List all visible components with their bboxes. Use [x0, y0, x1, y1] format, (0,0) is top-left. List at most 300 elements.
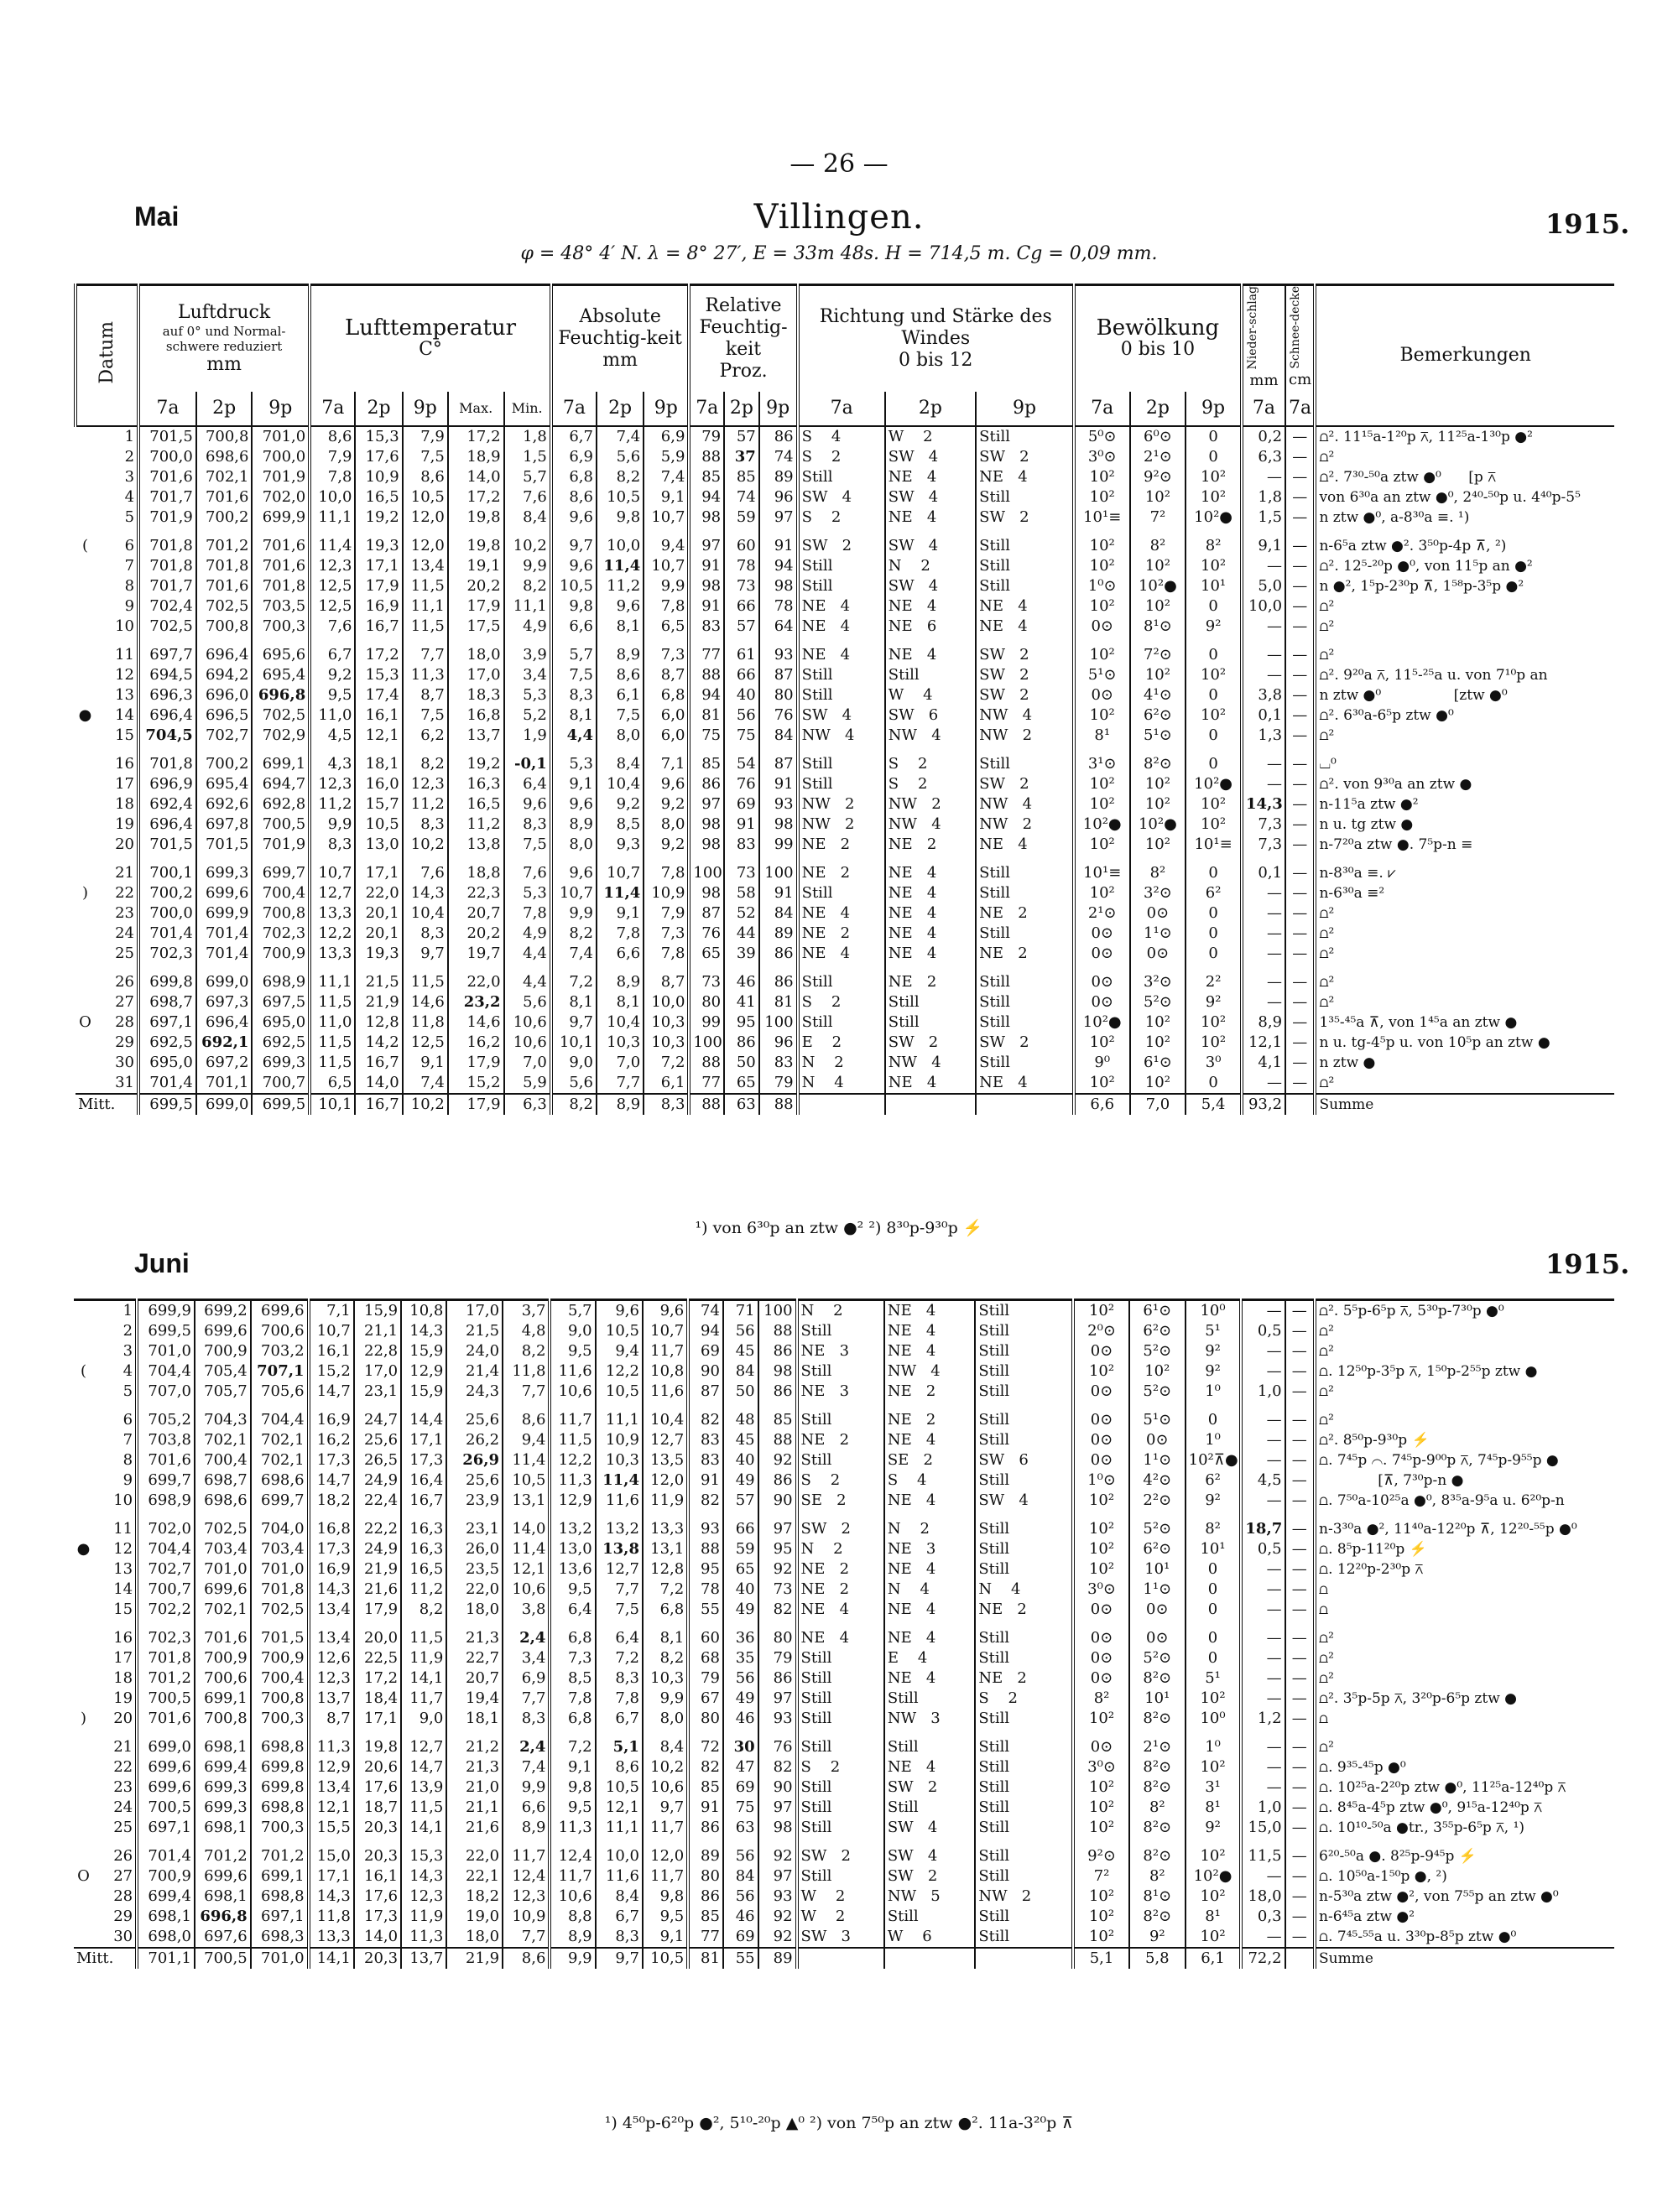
row-gap — [76, 855, 1614, 863]
day-number: 29 — [113, 1908, 133, 1925]
snow-cell: — — [1285, 1559, 1315, 1580]
precip-cell: 7,3 — [1242, 815, 1285, 835]
rel-humidity-cell: 63 — [723, 1818, 758, 1838]
temp-cell: 16,1 — [354, 1866, 401, 1887]
rel-humidity-cell: 75 — [689, 726, 724, 746]
temp-cell: 7,6 — [504, 487, 551, 507]
wind-cell: SW 4 — [884, 1846, 975, 1866]
gap-cell — [1285, 1402, 1315, 1410]
cloud-cell: 5²⊙ — [1129, 1648, 1186, 1668]
wind-cell: Still — [975, 1628, 1073, 1648]
temp-cell: 7,4 — [503, 1757, 550, 1777]
wind-cell: SW 2 — [976, 1033, 1074, 1053]
abs-humidity-cell: 6,7 — [551, 426, 597, 447]
header-time-21: 7a — [1285, 392, 1315, 426]
rel-humidity-cell: 100 — [759, 1012, 798, 1033]
cloud-cell: 8² — [1186, 1519, 1242, 1539]
pressure-cell: 699,9 — [137, 1300, 195, 1322]
rel-humidity-cell: 68 — [688, 1648, 723, 1668]
abs-humidity-cell: 8,9 — [551, 815, 597, 835]
abs-humidity-cell: 10,6 — [550, 1887, 595, 1907]
gap-cell — [798, 528, 885, 536]
day-row — [76, 883, 1614, 903]
header-wind-label: Richtung und Stärke des Windes — [819, 305, 1052, 349]
temp-cell: 11,8 — [309, 1907, 354, 1927]
gap-cell — [355, 964, 402, 972]
wind-cell: S 2 — [798, 507, 885, 528]
header-time-14: 7a — [798, 392, 885, 426]
abs-humidity-cell: 10,9 — [644, 883, 689, 903]
abs-humidity-cell: 5,6 — [597, 447, 644, 467]
day-number: 6 — [122, 1411, 133, 1429]
wind-cell: Still — [975, 1757, 1073, 1777]
gap-cell — [1074, 746, 1130, 754]
gap-cell — [354, 1511, 401, 1519]
mean-row — [74, 1948, 1614, 1969]
cloud-cell: 1⁰⊙ — [1074, 576, 1130, 596]
cloud-cell: 0 — [1186, 903, 1242, 924]
temp-cell: 11,0 — [310, 705, 355, 726]
rel-humidity-cell: 85 — [688, 1777, 723, 1798]
cloud-cell: 4²⊙ — [1129, 1470, 1186, 1491]
snow-cell: — — [1285, 1887, 1315, 1907]
day-number: 20 — [115, 835, 135, 853]
wind-cell: Still — [797, 1709, 884, 1729]
abs-humidity-cell: 8,6 — [596, 1757, 643, 1777]
abs-humidity-cell: 8,3 — [596, 1668, 643, 1689]
gap-cell — [448, 746, 504, 754]
precip-cell: — — [1241, 1628, 1285, 1648]
gap-cell — [1285, 1729, 1315, 1737]
abs-humidity-cell: 7,4 — [597, 426, 644, 447]
snow-cell: — — [1285, 536, 1315, 556]
snow-cell: — — [1285, 1470, 1315, 1491]
temp-cell: 18,8 — [448, 863, 504, 883]
gap-cell — [76, 528, 95, 536]
abs-humidity-cell: 10,4 — [597, 1012, 644, 1033]
day-number: 22 — [115, 883, 135, 902]
temp-cell: 13,3 — [310, 944, 355, 964]
remarks-cell: n-3³⁰a ●², 11⁴⁰a-12²⁰p ⊼, 12²⁰-⁵⁵p ●⁰ — [1315, 1519, 1614, 1539]
wind-cell: NE 4 — [976, 835, 1074, 855]
abs-humidity-cell: 8,2 — [643, 1648, 688, 1668]
gap-cell — [1315, 964, 1614, 972]
temp-cell: 18,0 — [446, 1927, 503, 1948]
temp-cell: 4,9 — [504, 617, 551, 637]
abs-humidity-cell: 9,6 — [597, 596, 644, 617]
gap-cell — [976, 528, 1074, 536]
gap-cell — [1130, 637, 1186, 645]
gap-cell — [403, 637, 448, 645]
pressure-cell: 698,3 — [251, 1927, 309, 1948]
abs-humidity-cell: 12,7 — [643, 1430, 688, 1450]
temp-cell: 12,3 — [310, 774, 355, 794]
header-abs-unit: mm — [602, 349, 638, 371]
rel-humidity-cell: 71 — [723, 1300, 758, 1322]
gap-cell — [138, 528, 196, 536]
gap-cell — [504, 637, 551, 645]
gap-cell — [644, 637, 689, 645]
gap-cell — [884, 1511, 975, 1519]
abs-humidity-cell: 7,3 — [644, 645, 689, 665]
temp-cell: 8,3 — [504, 815, 551, 835]
moon-phase-mark — [74, 1430, 93, 1450]
pressure-cell: 702,5 — [251, 1600, 309, 1620]
wind-cell: NE 4 — [884, 1491, 975, 1511]
remarks-cell: Summe — [1315, 1094, 1614, 1115]
wind-cell — [975, 1948, 1073, 1969]
rel-humidity-cell: 49 — [723, 1689, 758, 1709]
rel-humidity-cell: 91 — [688, 1798, 723, 1818]
cloud-cell: 3⁰⊙ — [1073, 1757, 1129, 1777]
temp-cell: 8,6 — [503, 1948, 550, 1969]
pressure-cell: 699,3 — [195, 1777, 251, 1798]
cloud-cell: 0⊙ — [1073, 1737, 1129, 1757]
pressure-cell: 702,3 — [252, 924, 310, 944]
precip-cell: — — [1241, 1668, 1285, 1689]
temp-cell: 11,3 — [401, 1927, 446, 1948]
cloud-cell: 10²● — [1130, 576, 1186, 596]
abs-humidity-cell: 7,3 — [644, 924, 689, 944]
station-title: Villingen. — [753, 198, 925, 237]
wind-cell: N 4 — [884, 1580, 975, 1600]
pressure-cell: 698,6 — [196, 447, 253, 467]
pressure-cell: 701,7 — [138, 576, 196, 596]
wind-cell: Still — [975, 1382, 1073, 1402]
rel-humidity-cell: 87 — [689, 903, 724, 924]
moon-phase-mark — [76, 774, 95, 794]
abs-humidity-cell: 10,4 — [643, 1410, 688, 1430]
rel-humidity-cell: 59 — [724, 507, 759, 528]
gap-cell — [401, 1511, 446, 1519]
gap-cell — [355, 855, 402, 863]
rel-humidity-cell: 49 — [723, 1600, 758, 1620]
temp-cell: 12,9 — [309, 1757, 354, 1777]
temp-cell: 9,9 — [504, 556, 551, 576]
cloud-cell: 10² — [1074, 645, 1130, 665]
day-number: 14 — [113, 1580, 133, 1598]
day-row — [76, 815, 1614, 835]
rel-humidity-cell: 64 — [759, 617, 798, 637]
pressure-cell: 705,6 — [251, 1382, 309, 1402]
cloud-cell: 10² — [1130, 1012, 1186, 1033]
day-row — [76, 863, 1614, 883]
moon-phase-mark — [74, 1321, 93, 1341]
temp-cell: 19,2 — [448, 754, 504, 774]
wind-cell: Still — [976, 754, 1074, 774]
temp-cell: 11,1 — [310, 972, 355, 992]
moon-phase-mark: ) — [80, 1710, 86, 1727]
cloud-cell: 1⁰ — [1186, 1430, 1242, 1450]
gap-cell — [976, 637, 1074, 645]
wind-cell: Still — [798, 754, 885, 774]
gap-cell — [1241, 1402, 1285, 1410]
cloud-cell: 10² — [1074, 556, 1130, 576]
wind-cell: Still — [976, 924, 1074, 944]
day-row — [76, 794, 1614, 815]
abs-humidity-cell: 9,5 — [550, 1341, 595, 1361]
gap-cell — [759, 855, 798, 863]
temp-cell: 13,1 — [503, 1491, 550, 1511]
header-time-8: 7a — [551, 392, 597, 426]
gap-cell — [1073, 1838, 1129, 1846]
temp-cell: 18,1 — [355, 754, 402, 774]
rel-humidity-cell: 96 — [759, 1033, 798, 1053]
pressure-cell: 698,6 — [195, 1491, 251, 1511]
temp-cell: 14,1 — [401, 1668, 446, 1689]
temp-cell: 12,3 — [401, 1887, 446, 1907]
day-number: 20 — [113, 1710, 133, 1727]
gap-cell — [797, 1838, 884, 1846]
remarks-cell: ⩍² — [1315, 1668, 1614, 1689]
day-row — [76, 972, 1614, 992]
temp-cell: 7,6 — [403, 863, 448, 883]
cloud-cell: 10² — [1073, 1777, 1129, 1798]
cloud-cell: 10² — [1074, 1033, 1130, 1053]
precip-cell: 0,1 — [1242, 863, 1285, 883]
moon-phase-mark — [76, 863, 95, 883]
remarks-cell: n-11⁵a ztw ●² — [1315, 794, 1614, 815]
header-time-1: 2p — [196, 392, 253, 426]
cloud-cell: 10¹ — [1186, 576, 1242, 596]
header-datum — [76, 285, 138, 426]
day-number: 15 — [113, 1600, 133, 1618]
abs-humidity-cell: 9,8 — [550, 1777, 595, 1798]
temp-cell: 16,7 — [401, 1491, 446, 1511]
gap-cell — [1285, 637, 1315, 645]
cloud-cell: 10² — [1074, 774, 1130, 794]
abs-humidity-cell: 7,5 — [596, 1600, 643, 1620]
remarks-cell: n ztw ●⁰ [ztw ●⁰ — [1315, 685, 1614, 705]
precip-cell: 9,1 — [1242, 536, 1285, 556]
wind-cell — [884, 1948, 975, 1969]
abs-humidity-cell: 6,8 — [550, 1709, 595, 1729]
gap-cell — [644, 746, 689, 754]
gap-cell — [596, 1729, 643, 1737]
temp-cell: 14,3 — [401, 1866, 446, 1887]
day-number: 12 — [113, 1540, 133, 1558]
header-rel-feuchte — [689, 285, 797, 392]
cloud-cell: 6¹⊙ — [1130, 1053, 1186, 1073]
gap-cell — [1315, 1729, 1614, 1737]
row-gap — [76, 637, 1614, 645]
pressure-cell: 700,4 — [251, 1668, 309, 1689]
temp-cell: 13,4 — [403, 556, 448, 576]
pressure-cell: 701,5 — [251, 1628, 309, 1648]
temp-cell: 21,9 — [446, 1948, 503, 1969]
temp-cell: 11,7 — [503, 1846, 550, 1866]
temp-cell: 11,2 — [401, 1580, 446, 1600]
temp-cell: 12,7 — [310, 883, 355, 903]
moon-phase-mark: ( — [80, 1362, 86, 1380]
temp-cell: 22,0 — [355, 883, 402, 903]
gap-cell — [643, 1620, 688, 1628]
cloud-cell: 0 — [1186, 754, 1242, 774]
gap-cell — [138, 964, 196, 972]
temp-cell: 13,7 — [309, 1689, 354, 1709]
rel-humidity-cell: 97 — [689, 794, 724, 815]
temp-cell: 7,7 — [503, 1689, 550, 1709]
pressure-cell: 705,7 — [195, 1382, 251, 1402]
rel-humidity-cell: 91 — [759, 883, 798, 903]
gap-cell — [758, 1620, 797, 1628]
moon-phase-mark — [74, 1600, 93, 1620]
temp-cell: 20,2 — [448, 924, 504, 944]
pressure-cell: 701,8 — [252, 576, 310, 596]
wind-cell: Still — [976, 576, 1074, 596]
temp-cell: 4,8 — [503, 1321, 550, 1341]
wind-cell: NE 4 — [976, 467, 1074, 487]
rel-humidity-cell: 45 — [723, 1341, 758, 1361]
abs-humidity-cell: 6,9 — [551, 447, 597, 467]
gap-cell — [1186, 1511, 1242, 1519]
pressure-cell: 699,0 — [137, 1737, 195, 1757]
temp-cell: 26,0 — [446, 1539, 503, 1559]
pressure-cell: 696,4 — [138, 705, 196, 726]
pressure-cell: 692,4 — [138, 794, 196, 815]
rel-humidity-cell: 77 — [688, 1927, 723, 1948]
wind-cell: SW 6 — [885, 705, 976, 726]
abs-humidity-cell: 11,6 — [550, 1361, 595, 1382]
abs-humidity-cell: 8,9 — [550, 1927, 595, 1948]
wind-cell: NW 4 — [976, 705, 1074, 726]
rel-humidity-cell: 89 — [688, 1846, 723, 1866]
temp-cell: 25,6 — [354, 1430, 401, 1450]
day-number: 12 — [115, 665, 135, 684]
temp-cell: 12,1 — [503, 1559, 550, 1580]
cloud-cell: 5¹⊙ — [1129, 1410, 1186, 1430]
pressure-cell: 698,9 — [252, 972, 310, 992]
day-number: 18 — [113, 1669, 133, 1687]
temp-cell: 11,1 — [403, 596, 448, 617]
rel-humidity-cell: 45 — [723, 1430, 758, 1450]
wind-cell: NE 3 — [797, 1382, 884, 1402]
gap-cell — [1241, 1620, 1285, 1628]
snow-cell: — — [1285, 1648, 1315, 1668]
temp-cell: 17,2 — [448, 487, 504, 507]
temp-cell: 8,2 — [504, 576, 551, 596]
moon-phase-mark: ● — [76, 1540, 91, 1558]
wind-cell: Still — [975, 1430, 1073, 1450]
header-bewoelkung — [1074, 285, 1242, 392]
cloud-cell: 0 — [1186, 447, 1242, 467]
gap-cell — [355, 528, 402, 536]
temp-cell: 10,7 — [310, 863, 355, 883]
abs-humidity-cell: 10,0 — [597, 536, 644, 556]
abs-humidity-cell: 13,6 — [550, 1559, 595, 1580]
wind-cell: NE 4 — [976, 596, 1074, 617]
pressure-cell: 702,3 — [137, 1628, 195, 1648]
pressure-cell: 701,5 — [138, 426, 196, 447]
precip-cell: — — [1241, 1737, 1285, 1757]
temp-cell: 6,3 — [504, 1094, 551, 1115]
day-row — [76, 685, 1614, 705]
day-row — [74, 1341, 1614, 1361]
cloud-cell: 10² — [1073, 1539, 1129, 1559]
wind-cell: NE 4 — [884, 1430, 975, 1450]
abs-humidity-cell: 9,7 — [551, 536, 597, 556]
cloud-cell: 10² — [1130, 1033, 1186, 1053]
gap-cell — [1285, 746, 1315, 754]
abs-humidity-cell: 10,1 — [551, 1033, 597, 1053]
temp-cell: 10,9 — [503, 1907, 550, 1927]
wind-cell: Still — [797, 1450, 884, 1470]
cloud-cell: 9² — [1186, 1491, 1242, 1511]
cloud-cell: 10⁰ — [1186, 1709, 1242, 1729]
wind-cell: NW 4 — [885, 1053, 976, 1073]
temp-cell: 26,9 — [446, 1450, 503, 1470]
wind-cell: Still — [798, 774, 885, 794]
temp-cell: 3,4 — [503, 1648, 550, 1668]
temp-cell: 11,7 — [401, 1689, 446, 1709]
wind-cell: Still — [797, 1321, 884, 1341]
snow-cell: — — [1285, 1539, 1315, 1559]
gap-cell — [309, 1402, 354, 1410]
cloud-cell: 0⊙ — [1130, 903, 1186, 924]
rel-humidity-cell: 86 — [758, 1668, 797, 1689]
gap-cell — [550, 1838, 595, 1846]
cloud-cell: 8¹ — [1186, 1907, 1242, 1927]
rel-humidity-cell: 46 — [723, 1907, 758, 1927]
rel-humidity-cell: 92 — [758, 1846, 797, 1866]
wind-cell: S 2 — [975, 1689, 1073, 1709]
precip-cell: — — [1241, 1600, 1285, 1620]
cloud-cell: 8² — [1129, 1798, 1186, 1818]
header-rel-label: Relative Feuchtig-keit — [699, 294, 788, 360]
day-row — [76, 835, 1614, 855]
temp-cell: 17,9 — [448, 596, 504, 617]
rel-humidity-cell: 85 — [689, 467, 724, 487]
abs-humidity-cell: 10,3 — [596, 1450, 643, 1470]
cloud-cell: 8²⊙ — [1129, 1668, 1186, 1689]
precip-cell: — — [1241, 1580, 1285, 1600]
gap-cell — [1285, 964, 1315, 972]
temp-cell: 21,3 — [446, 1628, 503, 1648]
pressure-cell: 703,2 — [251, 1341, 309, 1361]
gap-cell — [196, 964, 253, 972]
temp-cell: 17,2 — [354, 1668, 401, 1689]
temp-cell: 11,8 — [403, 1012, 448, 1033]
gap-cell — [643, 1729, 688, 1737]
day-number: 7 — [122, 1431, 133, 1449]
day-row — [74, 1777, 1614, 1798]
rel-humidity-cell: 56 — [723, 1321, 758, 1341]
header-time-18: 2p — [1130, 392, 1186, 426]
wind-cell: Still — [976, 487, 1074, 507]
pressure-cell: 699,8 — [138, 972, 196, 992]
abs-humidity-cell: 7,2 — [643, 1580, 688, 1600]
abs-humidity-cell: 10,8 — [643, 1361, 688, 1382]
temp-cell: 16,0 — [355, 774, 402, 794]
temp-cell: 6,5 — [310, 1073, 355, 1094]
pressure-cell: 699,9 — [196, 903, 253, 924]
header-luftdruck-label: Luftdruck — [178, 301, 271, 323]
wind-cell: Still — [976, 883, 1074, 903]
gap-cell — [884, 1620, 975, 1628]
snow-cell: — — [1285, 576, 1315, 596]
abs-humidity-cell: 6,9 — [644, 426, 689, 447]
temp-cell: 13,9 — [401, 1777, 446, 1798]
temp-cell: 9,5 — [310, 685, 355, 705]
rel-humidity-cell: 40 — [723, 1450, 758, 1470]
remarks-cell: ⩍² — [1315, 1382, 1614, 1402]
day-number: 4 — [124, 487, 135, 506]
header-bemerkungen: Bemerkungen — [1315, 285, 1614, 426]
abs-humidity-cell: 10,6 — [550, 1382, 595, 1402]
pressure-cell: 701,9 — [252, 835, 310, 855]
abs-humidity-cell: 7,1 — [644, 754, 689, 774]
abs-humidity-cell: 6,8 — [643, 1600, 688, 1620]
